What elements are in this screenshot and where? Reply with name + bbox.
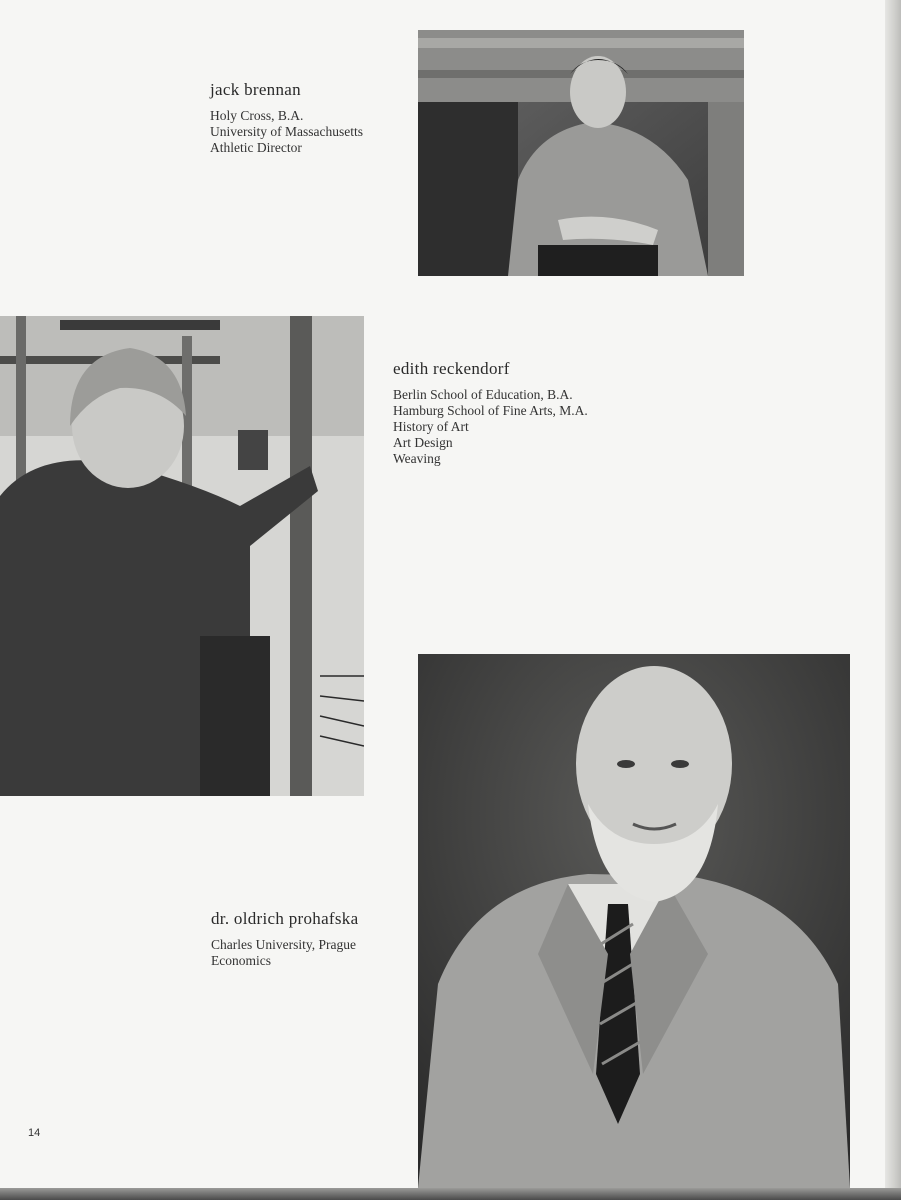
faculty-credential: Berlin School of Education, B.A. xyxy=(393,387,573,402)
faculty-credential: Charles University, Prague xyxy=(211,937,356,952)
faculty-credential: Economics xyxy=(211,953,271,968)
faculty-credential: History of Art xyxy=(393,419,469,434)
faculty-credential: University of Massachusetts xyxy=(210,124,363,139)
faculty-credential: Art Design xyxy=(393,435,453,450)
faculty-credential: Hamburg School of Fine Arts, M.A. xyxy=(393,403,588,418)
portrait-photo-prohafska xyxy=(418,654,850,1188)
page-bottom-edge xyxy=(0,1188,901,1200)
faculty-name: edith reckendorf xyxy=(393,359,510,378)
faculty-name: dr. oldrich prohafska xyxy=(211,909,359,928)
faculty-credential: Weaving xyxy=(393,451,441,466)
faculty-credential: Holy Cross, B.A. xyxy=(210,108,304,123)
portrait-photo-reckendorf xyxy=(0,316,364,796)
faculty-entry-reckendorf xyxy=(393,359,588,467)
faculty-credential: Athletic Director xyxy=(210,140,302,155)
page-number: 14 xyxy=(28,1127,41,1139)
page-edge-shadow xyxy=(885,0,901,1200)
faculty-entry-prohafska xyxy=(211,909,358,969)
portrait-photo-brennan xyxy=(418,30,744,276)
faculty-name: jack brennan xyxy=(210,80,301,99)
faculty-entry-brennan xyxy=(210,80,363,156)
